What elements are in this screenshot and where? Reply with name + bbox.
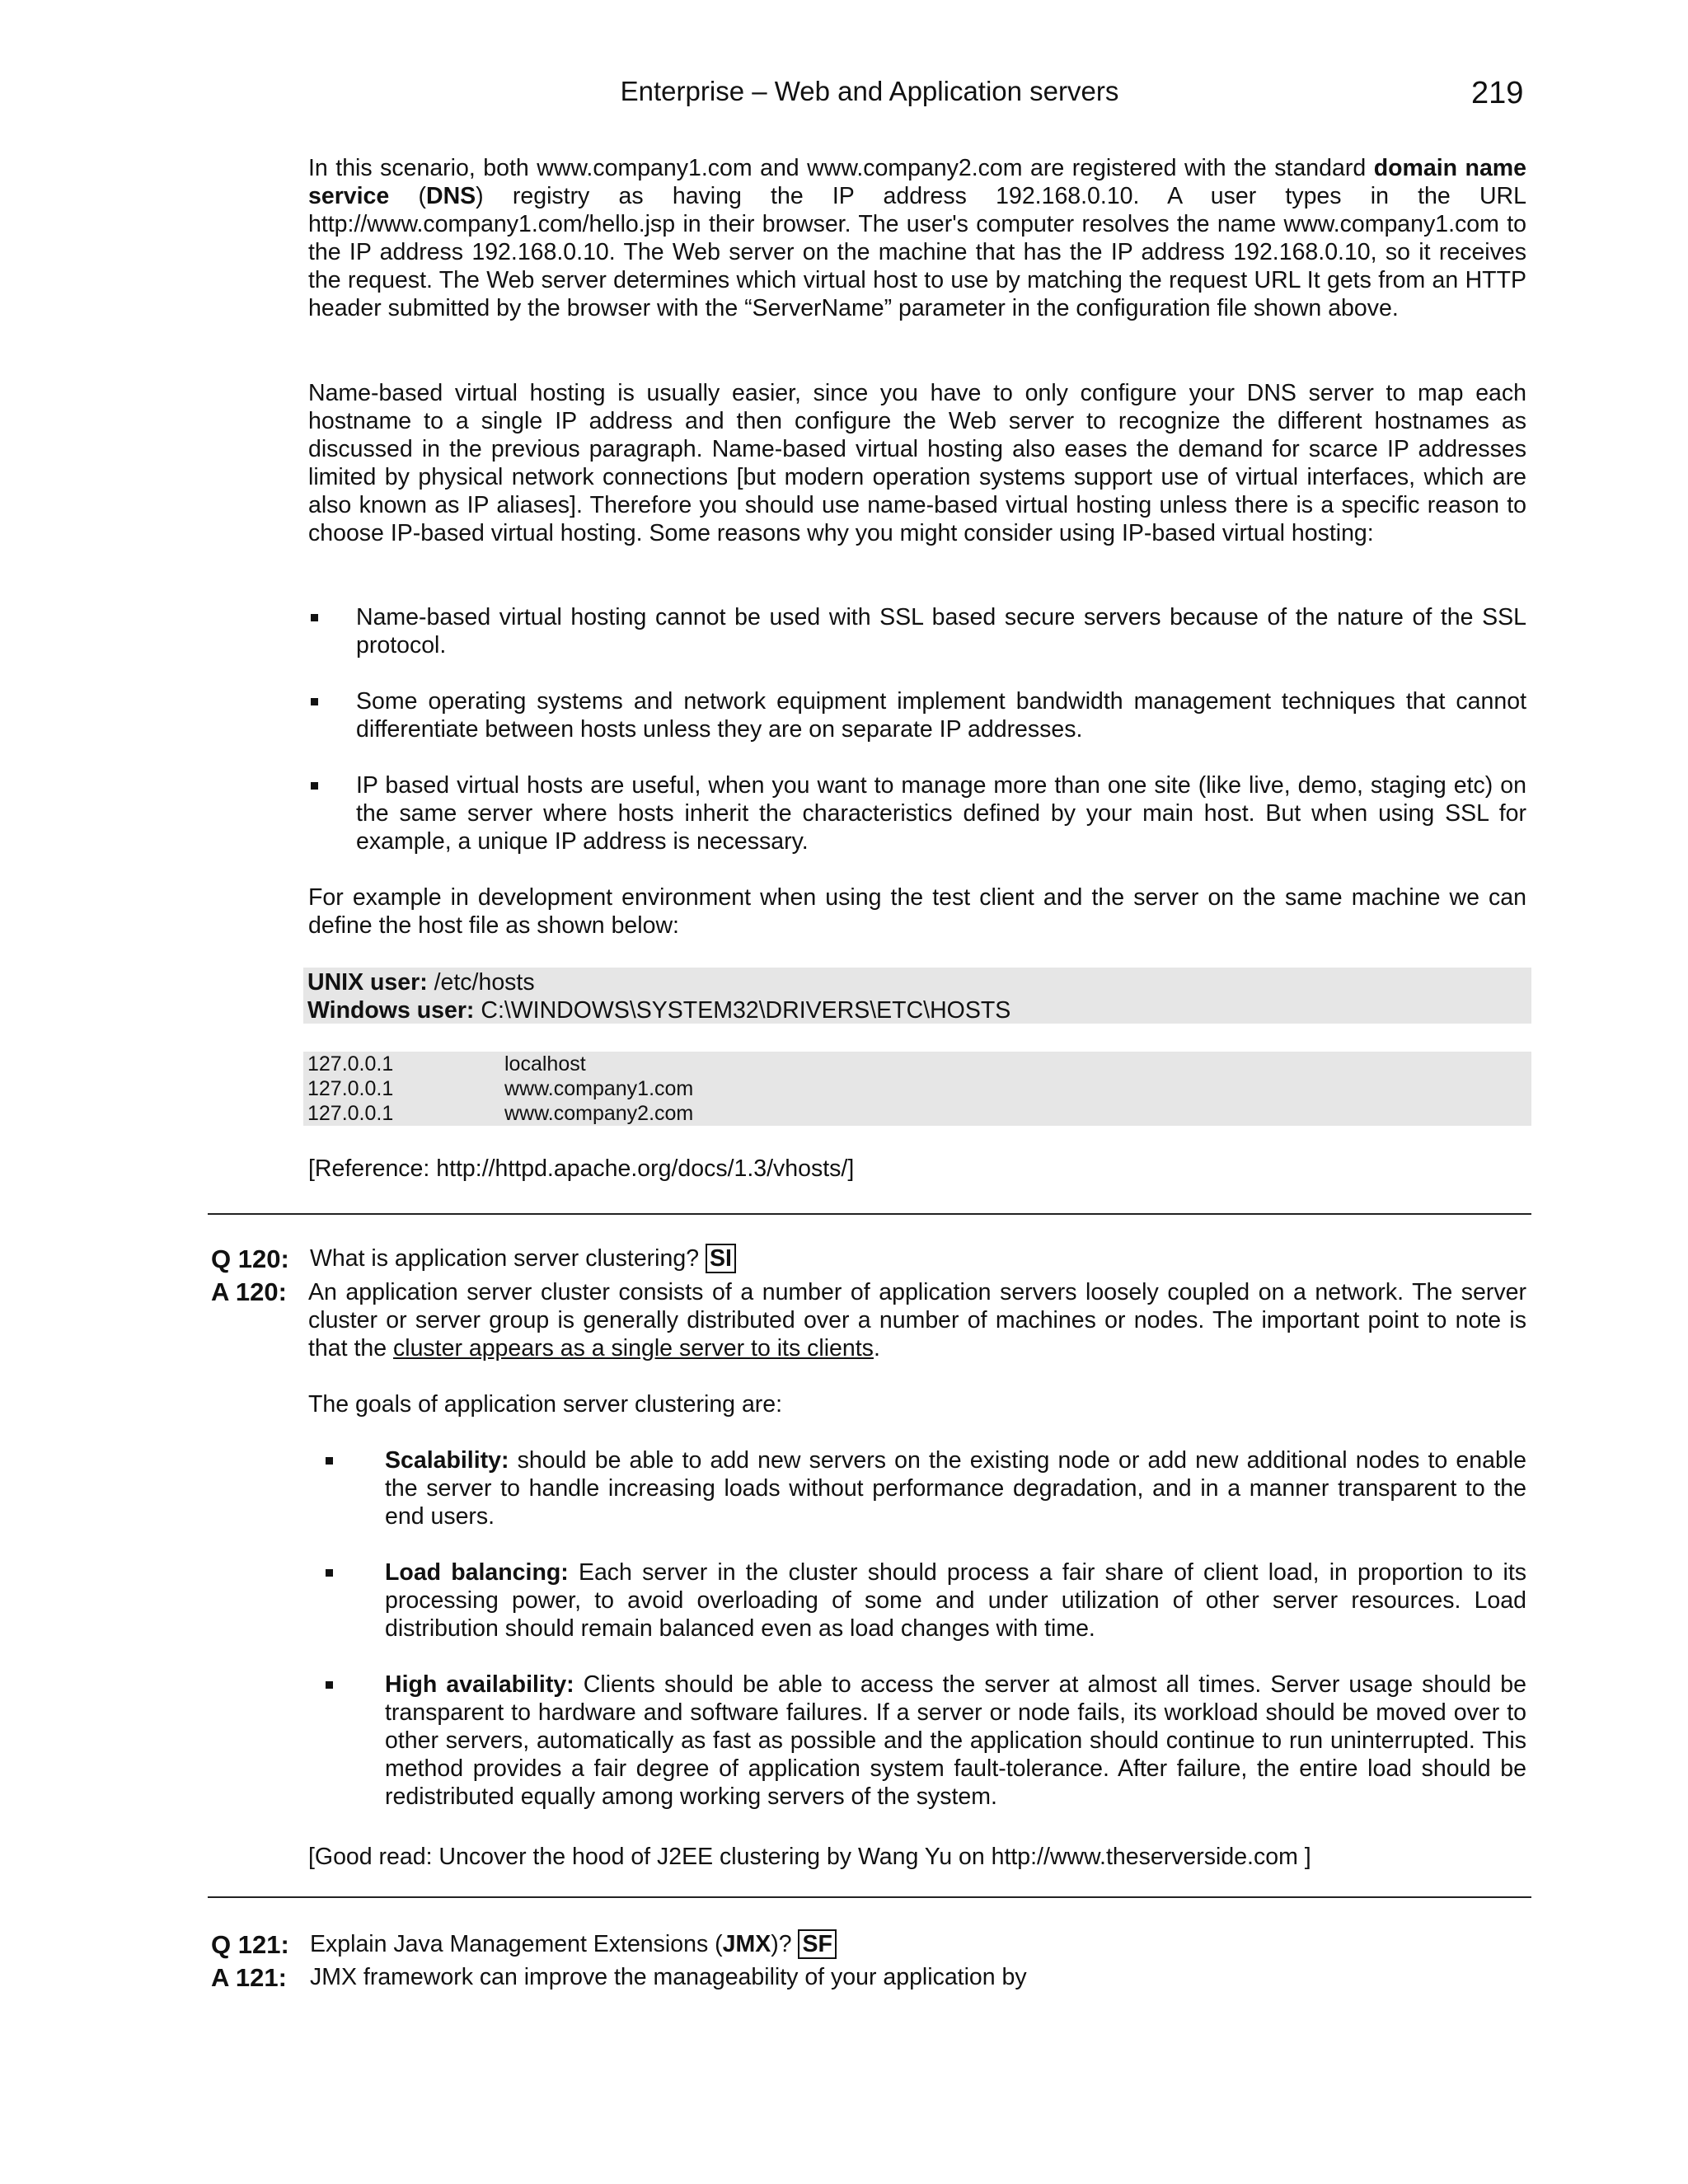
windows-host-path: Windows user: C:\WINDOWS\SYSTEM32\DRIVERS\ETC\HOSTS <box>307 997 1011 1024</box>
goal-scalability: Scalability: should be able to add new servers on the existing node or add new additional nodes to enable the server to handle increasing loads without performance degradation, and in a manner transparent to the end users. <box>385 1447 1526 1530</box>
answer-label: A 120: <box>211 1277 287 1306</box>
answer-paragraph-cluster: An application server cluster consists of a number of application servers loosely coupled on a network. The server cluster or server group is generally distributed over a number of machines or nodes. The important point to note is that the cluster appears as a single server to its clients. <box>308 1279 1526 1361</box>
topic-tag: SI <box>706 1244 736 1273</box>
bullet-bandwidth: Some operating systems and network equipment implement bandwidth management techniques that cannot differentiate between hosts unless they are on separate IP addresses. <box>356 688 1526 743</box>
page-number: 219 <box>1471 76 1524 110</box>
paragraph-dns-scenario: In this scenario, both www.company1.com and www.company2.com are registered with the standard domain name service (DNS) registry as having the IP address 192.168.0.10. A user types in the URL http://www.company1.com/hello.jsp in their browser. The user's computer resolves the name www.company1.com to the IP address 192.168.0.10. The Web server on the machine that has the IP address 192.168.0.10, so it receives the request. The Web server determines which virtual host to use by matching the request URL It gets from an HTTP header submitted by the browser with the “ServerName” parameter in the configuration file shown above. <box>308 155 1526 321</box>
section-divider <box>208 1213 1531 1215</box>
bullet-marker <box>326 1681 333 1689</box>
running-header-title: Enterprise – Web and Application servers <box>620 76 1119 106</box>
section-divider <box>208 1896 1531 1898</box>
host-entry-ip: 127.0.0.1 <box>307 1052 394 1076</box>
goals-intro: The goals of application server clustering are: <box>308 1391 783 1418</box>
paragraph-name-based-hosting: Name-based virtual hosting is usually easier, since you have to only configure your DNS server to map each hostname to a single IP address and then configure the Web server to recognize the different hostnames as discussed in the previous paragraph. Name-based virtual hosting also eases the demand for scarce IP addresses limited by physical network connections [but modern operation systems support use of virtual interfaces, which are also known as IP aliases]. Therefore you should use name-based virtual hosting unless there is a specific reason to choose IP-based virtual hosting. Some reasons why you might consider using IP-based virtual hosting: <box>308 380 1526 546</box>
question-label: Q 121: <box>211 1930 289 1959</box>
unix-host-path: UNIX user: /etc/hosts <box>307 969 535 996</box>
host-entry-name: www.company1.com <box>504 1077 694 1100</box>
answer-label: A 121: <box>211 1963 287 1992</box>
question-text: What is application server clustering? SI <box>310 1245 736 1272</box>
goal-high-availability: High availability: Clients should be able to access the server at almost all times. Server usage should be transparent to hardware and software failures. If a server or node fails, its workload should be moved over to other servers, automatically as fast as possible and the application should continue to run uninterrupted. This method provides a fair degree of application system fault-tolerance. After failure, the entire load should be redistributed equally among working servers of the system. <box>385 1671 1526 1810</box>
good-read-note: [Good read: Uncover the hood of J2EE clustering by Wang Yu on http://www.theserverside.com ] <box>308 1844 1311 1870</box>
hosts-entries-box <box>303 1052 1531 1126</box>
reference-note: [Reference: http://httpd.apache.org/docs/1.3/vhosts/] <box>308 1155 855 1182</box>
topic-tag: SF <box>798 1929 836 1959</box>
answer-text: JMX framework can improve the manageability of your application by <box>310 1964 1027 1990</box>
host-entry-ip: 127.0.0.1 <box>307 1077 394 1100</box>
bullet-marker <box>326 1569 333 1577</box>
host-entry-name: www.company2.com <box>504 1102 694 1125</box>
bullet-ip-based: IP based virtual hosts are useful, when you want to manage more than one site (like live, demo, staging etc) on the same server where hosts inherit the characteristics defined by your main host. But when using SSL for example, a unique IP address is necessary. <box>356 772 1526 855</box>
bullet-ssl: Name-based virtual hosting cannot be used with SSL based secure servers because of the nature of the SSL protocol. <box>356 604 1526 658</box>
bullet-marker <box>311 782 318 790</box>
goal-load-balancing: Load balancing: Each server in the cluster should process a fair share of client load, in proportion to its processing power, to avoid overloading of some and under utilization of other server resources. Load distribution should remain balanced even as load changes with time. <box>385 1559 1526 1642</box>
question-text: Explain Java Management Extensions (JMX)? SF <box>310 1931 837 1958</box>
host-entry-ip: 127.0.0.1 <box>307 1102 394 1125</box>
bullet-marker <box>326 1457 333 1465</box>
host-entry-name: localhost <box>504 1052 586 1076</box>
bullet-marker <box>311 614 318 621</box>
bullet-marker <box>311 698 318 705</box>
question-label: Q 120: <box>211 1244 289 1273</box>
paragraph-host-file: For example in development environment when using the test client and the server on the same machine we can define the host file as shown below: <box>308 884 1526 939</box>
